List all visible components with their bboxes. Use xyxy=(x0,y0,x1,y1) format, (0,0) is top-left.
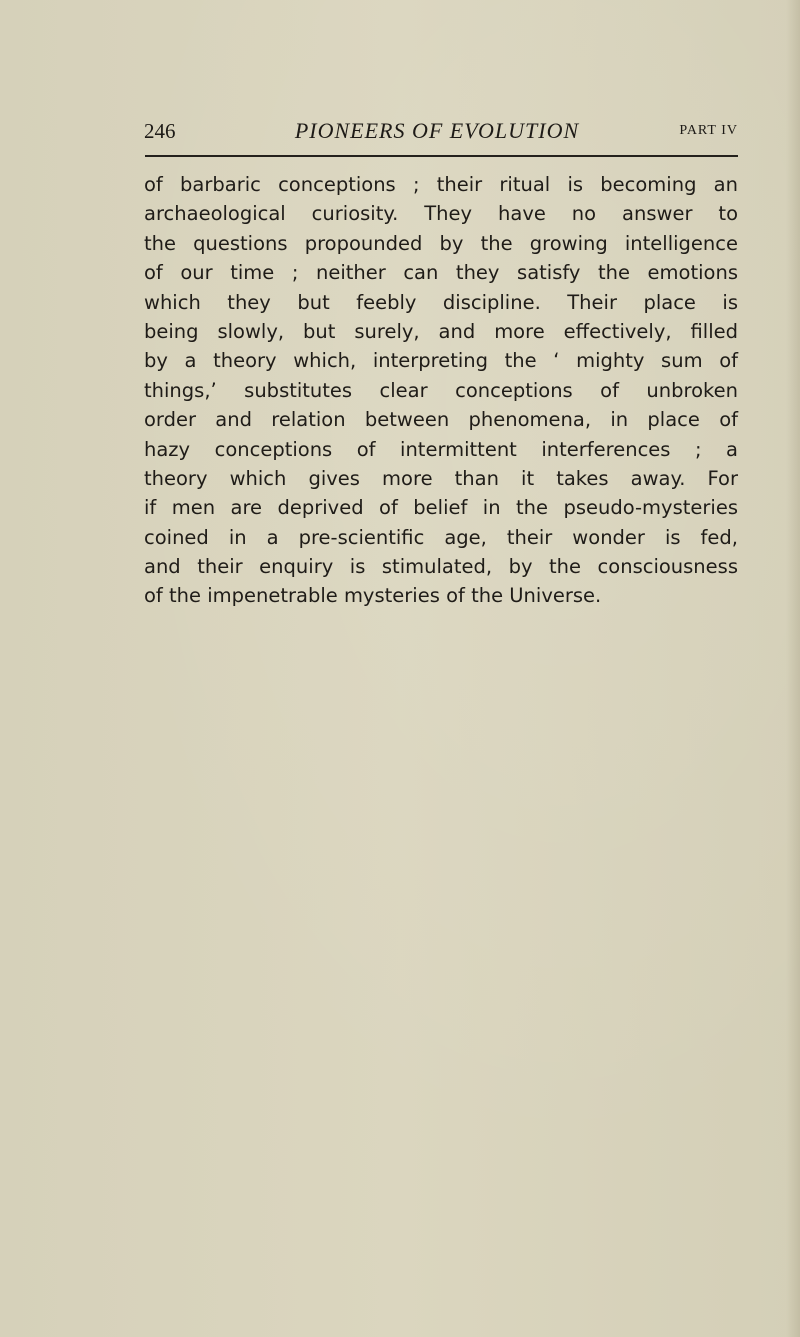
text-line: being slowly, but surely, and more effectively, filled xyxy=(144,319,738,343)
text-line: which they but feebly discipline. Their place is xyxy=(144,290,738,314)
header-rule xyxy=(145,155,738,157)
running-title: PIONEERS OF EVOLUTION xyxy=(294,118,580,143)
text-line: hazy conceptions of intermittent interferences ; a xyxy=(144,437,738,461)
text-line: coined in a pre-scientific age, their wonder is fed, xyxy=(144,525,738,549)
page-edge-shadow xyxy=(786,0,800,1337)
text-line: of our time ; neither can they satisfy the emotions xyxy=(144,261,738,285)
text-line: things,’ substitutes clear conceptions of unbroken xyxy=(144,378,738,402)
body-paragraph xyxy=(144,170,738,611)
text-line: theory which gives more than it takes away. For xyxy=(144,466,738,490)
text-line: archaeological curiosity. They have no answer to xyxy=(144,202,738,226)
text-line: and their enquiry is stimulated, by the consciousness xyxy=(144,555,738,579)
text-line: of barbaric conceptions ; their ritual is becoming an xyxy=(144,173,738,196)
text-line: by a theory which, interpreting the ‘ mighty sum of xyxy=(144,349,738,373)
page-number: 246 xyxy=(144,119,176,143)
text-line: the questions propounded by the growing intelligence xyxy=(144,231,738,255)
part-label: PART IV xyxy=(679,123,738,138)
running-head xyxy=(144,118,738,148)
text-line: if men are deprived of belief in the pseudo-mysteries xyxy=(144,496,738,520)
text-line: order and relation between phenomena, in place of xyxy=(144,408,738,432)
text-line: of the impenetrable mysteries of the Universe. xyxy=(144,584,602,608)
